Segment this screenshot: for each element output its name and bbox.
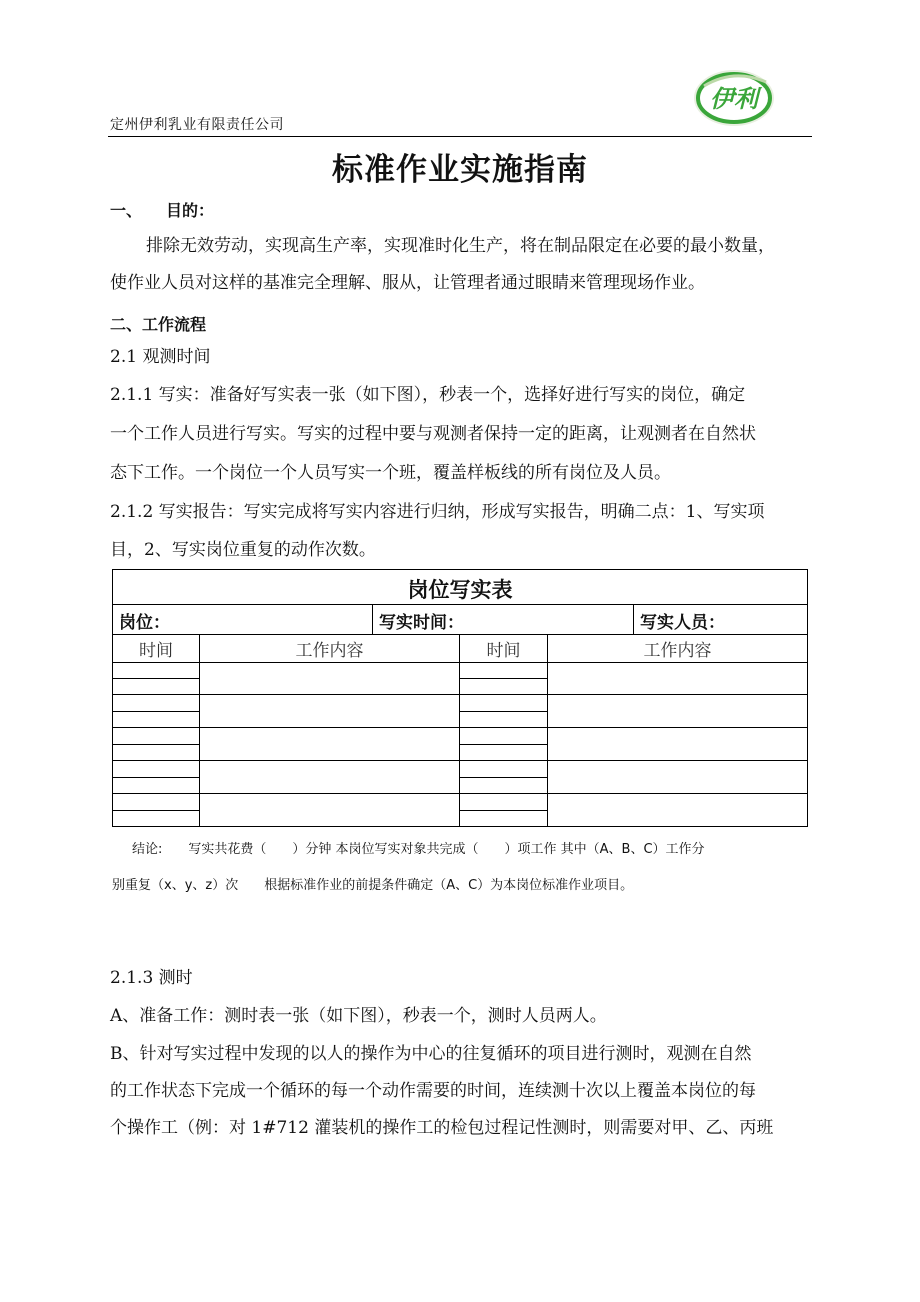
para-B-line-1: B、针对写实过程中发现的以人的操作为中心的往复循环的项目进行测时，观测在自然 bbox=[110, 1044, 752, 1064]
subsection-2-1: 2.1 观测时间 bbox=[110, 347, 211, 367]
conclusion-line-1: 结论: 写实共花费（ ）分钟 本岗位写实对象共完成（ ）项工作 其中（A、B、C）工作分 bbox=[132, 842, 705, 857]
section-1-number: 一、 bbox=[110, 201, 143, 220]
header-rule bbox=[108, 136, 812, 137]
para-2-1-1-line-3: 态下工作。一个岗位一个人员写实一个班，覆盖样板线的所有岗位及人员。 bbox=[110, 463, 671, 483]
yili-logo bbox=[690, 64, 778, 128]
para-A: A、准备工作：测时表一张（如下图），秒表一个，测时人员两人。 bbox=[110, 1006, 607, 1026]
form-time-label: 写实时间： bbox=[379, 613, 464, 633]
conclusion-line-2: 别重复（x、y、z）次 根据标准作业的前提条件确定（A、C）为本岗位标准作业项目。 bbox=[112, 878, 634, 893]
document-title: 标准作业实施指南 bbox=[332, 152, 588, 188]
form-title: 岗位写实表 bbox=[407, 578, 513, 602]
svg-text:伊利: 伊利 bbox=[710, 85, 758, 113]
col-time-header: 时间 bbox=[139, 641, 173, 661]
col-content-header-2: 工作内容 bbox=[643, 641, 712, 661]
section-2-title: 二、工作流程 bbox=[110, 315, 207, 334]
form-post-label: 岗位： bbox=[119, 613, 170, 633]
purpose-line-2: 使作业人员对这样的基准完全理解、服从，让管理者通过眼睛来管理现场作业。 bbox=[110, 273, 705, 293]
company-name: 定州伊利乳业有限责任公司 bbox=[110, 117, 284, 133]
post-recording-form bbox=[112, 569, 808, 827]
section-1-title: 目的： bbox=[166, 201, 215, 220]
para-2-1-1-line-2: 一个工作人员进行写实。写实的过程中要与观测者保持一定的距离，让观测者在自然状 bbox=[110, 424, 756, 444]
para-B-line-3: 个操作工（例：对 1#712 灌装机的操作工的检包过程记性测时，则需要对甲、乙、丙班 bbox=[110, 1118, 774, 1138]
para-B-line-2: 的工作状态下完成一个循环的每一个动作需要的时间，连续测十次以上覆盖本岗位的每 bbox=[110, 1081, 756, 1101]
purpose-line-1: 排除无效劳动，实现高生产率，实现准时化生产，将在制品限定在必要的最小数量， bbox=[146, 236, 775, 256]
col-content-header: 工作内容 bbox=[295, 641, 364, 661]
para-2-1-2-line-2: 目，2、写实岗位重复的动作次数。 bbox=[110, 540, 376, 560]
para-2-1-1-line-1: 2.1.1 写实：准备好写实表一张（如下图），秒表一个，选择好进行写实的岗位，确定 bbox=[110, 385, 746, 405]
para-2-1-2-line-1: 2.1.2 写实报告：写实完成将写实内容进行归纳，形成写实报告，明确二点：1、写实项 bbox=[110, 502, 765, 522]
subsection-2-1-3: 2.1.3 测时 bbox=[110, 968, 193, 988]
form-person-label: 写实人员： bbox=[640, 613, 725, 633]
col-time-header-2: 时间 bbox=[486, 641, 521, 661]
